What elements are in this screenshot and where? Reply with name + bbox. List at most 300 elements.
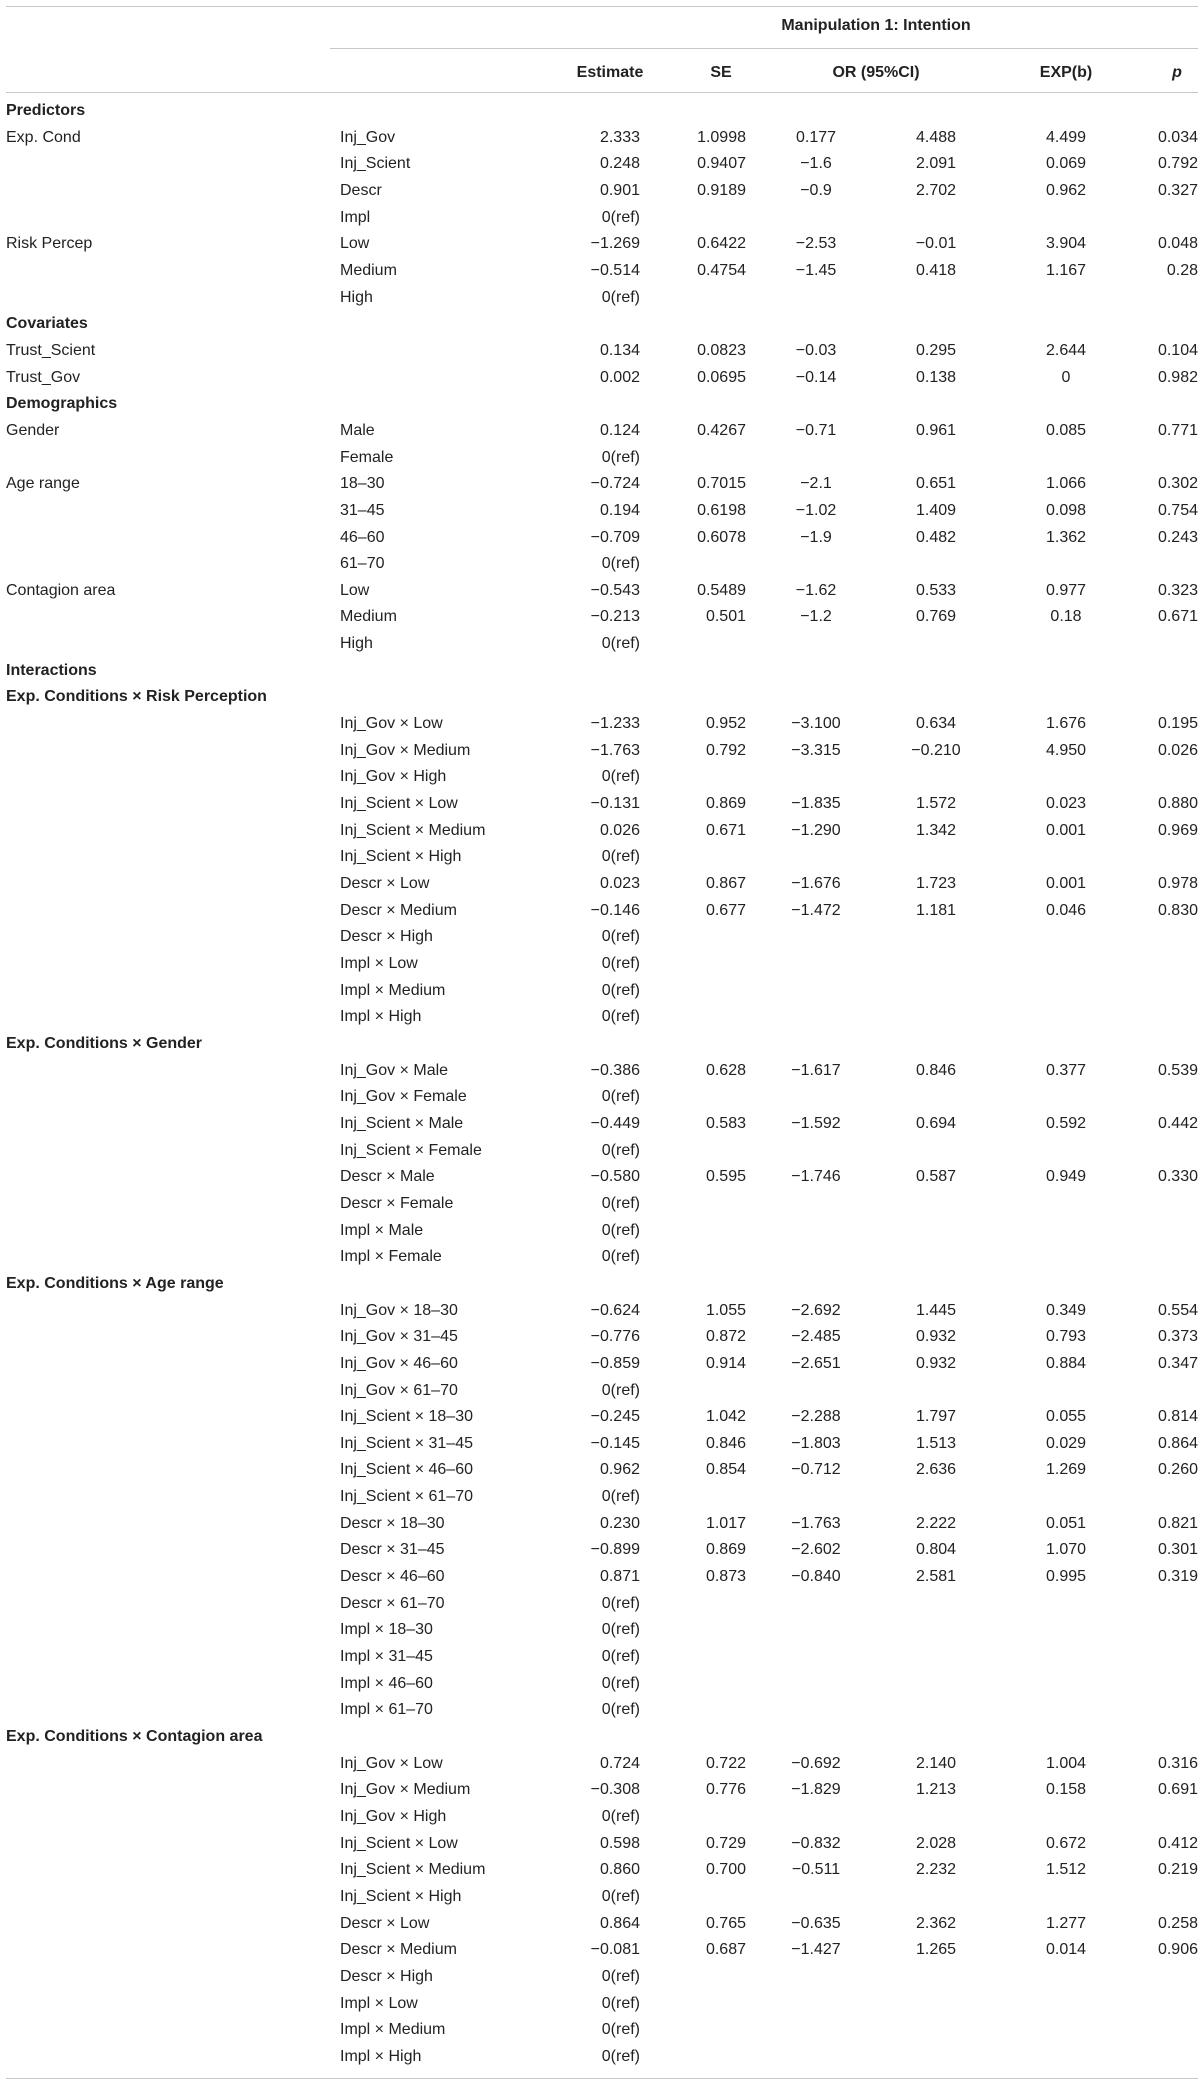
cell-expb: 0.069 xyxy=(1045,155,1087,173)
row-level: Descr × Low xyxy=(340,1914,430,1932)
row-level: Descr × 31–45 xyxy=(340,1541,445,1559)
row-level: Impl × High xyxy=(340,1008,422,1026)
row-label xyxy=(6,1351,326,1378)
cell-estimate: 0.194 xyxy=(599,501,640,519)
cell-expb: 0.085 xyxy=(1045,421,1087,439)
row-label xyxy=(6,631,326,658)
row-level: Low xyxy=(340,235,370,253)
spanner-rule xyxy=(330,48,1198,49)
cell-p xyxy=(1126,1244,1198,1271)
cell-estimate: 0.230 xyxy=(599,1514,640,1532)
cell-p: 0.316 xyxy=(1157,1754,1198,1772)
cell-estimate: 0.023 xyxy=(599,875,640,893)
cell-ci-upper: 1.181 xyxy=(915,901,957,919)
cell-ci-upper: 0.651 xyxy=(915,475,957,493)
table-row xyxy=(6,791,1198,818)
row-level: Low xyxy=(340,581,370,599)
row-label xyxy=(6,2044,326,2071)
cell-ci-upper xyxy=(896,1884,976,1911)
section-header-row xyxy=(6,391,1198,418)
cell-p: 0.978 xyxy=(1157,875,1198,893)
row-level: Descr × 61–70 xyxy=(340,1594,445,1612)
cell-se: 0.677 xyxy=(705,901,746,919)
row-level: Inj_Gov × High xyxy=(340,768,447,786)
table-row xyxy=(6,2044,1198,2071)
cell-se: 0.872 xyxy=(705,1328,746,1346)
row-label xyxy=(6,1831,326,1858)
cell-se xyxy=(666,2044,746,2071)
cell-ci-upper: 0.932 xyxy=(915,1328,957,1346)
cell-expb xyxy=(1016,951,1116,978)
row-label xyxy=(6,1457,326,1484)
cell-expb: 0.349 xyxy=(1045,1301,1087,1319)
cell-se xyxy=(666,2017,746,2044)
table-row xyxy=(6,551,1198,578)
cell-expb: 0.977 xyxy=(1045,581,1087,599)
cell-ci-upper: 2.636 xyxy=(915,1461,957,1479)
cell-se xyxy=(666,951,746,978)
cell-p: 0.195 xyxy=(1157,715,1198,733)
table-row xyxy=(6,951,1198,978)
cell-ci-lower: −1.02 xyxy=(795,501,837,519)
cell-expb: 0.055 xyxy=(1045,1408,1087,1426)
cell-estimate: −0.308 xyxy=(590,1781,640,1799)
cell-estimate: 0(ref) xyxy=(601,1141,640,1159)
cell-estimate: 0(ref) xyxy=(601,635,640,653)
cell-ci-lower xyxy=(776,951,856,978)
row-level: Impl × Female xyxy=(340,1248,442,1266)
cell-estimate: 0.002 xyxy=(599,368,640,386)
row-level: Inj_Gov × Medium xyxy=(340,741,471,759)
cell-ci-upper: 2.222 xyxy=(915,1514,957,1532)
row-label: Risk Percep xyxy=(6,235,93,253)
cell-p xyxy=(1126,1138,1198,1165)
cell-ci-lower xyxy=(776,1617,856,1644)
cell-ci-upper: 1.213 xyxy=(915,1781,957,1799)
cell-expb: 0.18 xyxy=(1050,608,1082,626)
row-level: Descr × High xyxy=(340,928,433,946)
cell-p xyxy=(1126,764,1198,791)
row-level: Inj_Scient × Medium xyxy=(340,821,486,839)
table-row xyxy=(6,1111,1198,1138)
cell-ci-lower: −0.832 xyxy=(791,1834,841,1852)
row-level: Female xyxy=(340,448,394,466)
cell-ci-lower: −0.635 xyxy=(791,1914,841,1932)
cell-se: 1.017 xyxy=(705,1514,746,1532)
cell-expb: 0.962 xyxy=(1045,181,1087,199)
cell-p: 0.327 xyxy=(1157,181,1198,199)
cell-expb xyxy=(1016,1991,1116,2018)
row-level xyxy=(340,338,540,365)
cell-se xyxy=(666,631,746,658)
row-label xyxy=(6,1004,326,1031)
cell-estimate: −0.145 xyxy=(590,1434,640,1452)
row-label xyxy=(6,1164,326,1191)
cell-expb xyxy=(1016,2017,1116,2044)
cell-ci-lower: −1.6 xyxy=(800,155,832,173)
cell-expb: 1.362 xyxy=(1045,528,1087,546)
cell-ci-lower xyxy=(776,844,856,871)
cell-ci-upper xyxy=(896,1378,976,1405)
cell-p: 0.260 xyxy=(1157,1461,1198,1479)
row-label: Age range xyxy=(6,475,80,493)
table-row xyxy=(6,738,1198,765)
cell-ci-upper: 0.932 xyxy=(915,1354,957,1372)
cell-ci-upper: 4.488 xyxy=(915,128,957,146)
cell-se xyxy=(666,1138,746,1165)
cell-ci-upper xyxy=(896,1244,976,1271)
cell-estimate: 0(ref) xyxy=(601,1808,640,1825)
cell-p: 0.28 xyxy=(1166,261,1198,279)
cell-ci-lower: −3.100 xyxy=(791,715,841,733)
cell-expb xyxy=(1016,978,1116,1005)
cell-p: 0.906 xyxy=(1157,1941,1198,1959)
table-row xyxy=(6,1298,1198,1325)
cell-expb: 0.995 xyxy=(1045,1568,1087,1586)
row-label xyxy=(6,711,326,738)
cell-p: 0.258 xyxy=(1157,1914,1198,1932)
row-level: Descr × 18–30 xyxy=(340,1514,445,1532)
cell-estimate: −0.213 xyxy=(590,608,640,626)
cell-ci-lower: 0.177 xyxy=(795,128,837,146)
cell-ci-upper: 2.091 xyxy=(915,155,957,173)
cell-expb: 1.269 xyxy=(1045,1461,1087,1479)
cell-ci-upper xyxy=(896,844,976,871)
cell-ci-upper xyxy=(896,1004,976,1031)
cell-se: 0.722 xyxy=(705,1754,746,1772)
cell-expb xyxy=(1016,1218,1116,1245)
cell-se xyxy=(666,1591,746,1618)
table-row xyxy=(6,498,1198,525)
row-level: Inj_Scient × 46–60 xyxy=(340,1461,473,1479)
row-label xyxy=(6,498,326,525)
cell-expb xyxy=(1016,764,1116,791)
row-label: Trust_Gov xyxy=(6,368,81,386)
cell-expb: 1.676 xyxy=(1045,715,1087,733)
cell-estimate: −0.543 xyxy=(590,581,640,599)
cell-ci-lower xyxy=(776,1591,856,1618)
cell-p: 0.671 xyxy=(1157,608,1198,626)
cell-p: 0.821 xyxy=(1157,1514,1198,1532)
cell-p xyxy=(1126,1884,1198,1911)
row-label xyxy=(6,285,326,312)
cell-se: 0.6198 xyxy=(697,501,746,519)
row-level: Descr × Medium xyxy=(340,1941,457,1959)
cell-se xyxy=(666,1484,746,1511)
cell-ci-lower: −1.763 xyxy=(791,1514,841,1532)
cell-ci-lower xyxy=(776,2017,856,2044)
row-label xyxy=(6,1324,326,1351)
table-row xyxy=(6,1777,1198,1804)
row-level: Inj_Scient × High xyxy=(340,848,462,866)
cell-se xyxy=(666,1244,746,1271)
row-level: Descr × Low xyxy=(340,875,430,893)
cell-se: 1.0998 xyxy=(697,128,746,146)
spanner-header: Manipulation 1: Intention xyxy=(781,17,971,34)
table-row xyxy=(6,1404,1198,1431)
cell-p: 0.982 xyxy=(1157,368,1198,386)
cell-ci-upper: 0.138 xyxy=(915,368,957,386)
table-row xyxy=(6,1191,1198,1218)
section-label: Exp. Conditions × Risk Perception xyxy=(6,688,267,706)
table-row xyxy=(6,1857,1198,1884)
table-row xyxy=(6,818,1198,845)
cell-estimate: 0(ref) xyxy=(601,555,640,573)
row-label xyxy=(6,1937,326,1964)
cell-ci-upper xyxy=(896,1218,976,1245)
cell-ci-upper xyxy=(896,1991,976,2018)
row-level: Inj_Scient xyxy=(340,155,411,173)
cell-expb: 1.070 xyxy=(1045,1541,1087,1559)
cell-p xyxy=(1126,1617,1198,1644)
cell-estimate: 0.962 xyxy=(599,1461,640,1479)
cell-p xyxy=(1126,1644,1198,1671)
section-header-row xyxy=(6,1271,1198,1298)
cell-p xyxy=(1126,1004,1198,1031)
table-row xyxy=(6,525,1198,552)
table-row xyxy=(6,285,1198,312)
cell-p xyxy=(1126,844,1198,871)
table-row xyxy=(6,205,1198,232)
cell-expb xyxy=(1016,445,1116,472)
row-label xyxy=(6,205,326,232)
cell-expb: 0.793 xyxy=(1045,1328,1087,1346)
cell-ci-lower: −1.617 xyxy=(791,1061,841,1079)
table-row xyxy=(6,338,1198,365)
cell-ci-upper: 0.482 xyxy=(915,528,957,546)
cell-ci-upper: 1.265 xyxy=(915,1941,957,1959)
table-row xyxy=(6,1911,1198,1938)
cell-expb: 0.029 xyxy=(1045,1434,1087,1452)
cell-p: 0.301 xyxy=(1157,1541,1198,1559)
row-label xyxy=(6,1378,326,1405)
cell-p: 0.771 xyxy=(1157,421,1198,439)
row-label xyxy=(6,871,326,898)
section-header-row xyxy=(6,684,1198,711)
table-row xyxy=(6,445,1198,472)
cell-se: 0.583 xyxy=(705,1114,746,1132)
row-label xyxy=(6,1484,326,1511)
cell-se xyxy=(666,1644,746,1671)
cell-expb xyxy=(1016,1004,1116,1031)
row-level xyxy=(340,365,540,392)
row-level: Impl × High xyxy=(340,2047,422,2065)
cell-ci-upper: 0.533 xyxy=(915,581,957,599)
cell-expb: 0.592 xyxy=(1045,1114,1087,1132)
cell-ci-upper xyxy=(896,1804,976,1831)
cell-se xyxy=(666,1617,746,1644)
table-row xyxy=(6,1484,1198,1511)
cell-expb: 2.644 xyxy=(1045,341,1087,359)
cell-estimate: 0.724 xyxy=(599,1754,640,1772)
cell-estimate: 0(ref) xyxy=(601,448,640,466)
row-label xyxy=(6,978,326,1005)
cell-expb: 0.046 xyxy=(1045,901,1087,919)
row-level: Inj_Scient × High xyxy=(340,1887,462,1905)
cell-ci-upper xyxy=(896,1964,976,1991)
row-level: Inj_Gov xyxy=(340,128,396,146)
cell-p: 0.412 xyxy=(1157,1834,1198,1852)
row-level: Impl × 18–30 xyxy=(340,1621,433,1639)
table-row xyxy=(6,1831,1198,1858)
row-label xyxy=(6,604,326,631)
cell-expb: 0 xyxy=(1061,368,1071,386)
cell-expb xyxy=(1016,1084,1116,1111)
cell-ci-lower: −2.651 xyxy=(791,1354,841,1372)
row-label xyxy=(6,1191,326,1218)
cell-ci-upper: 2.362 xyxy=(915,1914,957,1932)
cell-estimate: −0.776 xyxy=(590,1328,640,1346)
cell-ci-lower xyxy=(776,1244,856,1271)
cell-se xyxy=(666,1004,746,1031)
cell-expb xyxy=(1016,551,1116,578)
cell-p: 0.302 xyxy=(1157,475,1198,493)
cell-estimate: 0(ref) xyxy=(601,1701,640,1719)
cell-ci-lower xyxy=(776,978,856,1005)
cell-se xyxy=(666,1884,746,1911)
cell-p xyxy=(1126,1378,1198,1405)
cell-p xyxy=(1126,1804,1198,1831)
table-row xyxy=(6,924,1198,951)
row-level: Inj_Gov × Low xyxy=(340,1754,443,1772)
cell-ci-upper xyxy=(896,551,976,578)
table-row xyxy=(6,1218,1198,1245)
cell-ci-lower: −1.829 xyxy=(791,1781,841,1799)
cell-se xyxy=(666,551,746,578)
row-level: Inj_Scient × Low xyxy=(340,1834,458,1852)
cell-se xyxy=(666,1218,746,1245)
cell-p xyxy=(1126,1218,1198,1245)
table-row xyxy=(6,1244,1198,1271)
cell-expb: 1.277 xyxy=(1045,1914,1087,1932)
cell-se: 0.4267 xyxy=(697,421,746,439)
cell-se xyxy=(666,1697,746,1724)
cell-p xyxy=(1126,551,1198,578)
cell-se xyxy=(666,285,746,312)
table-row xyxy=(6,578,1198,605)
cell-ci-lower: −1.746 xyxy=(791,1168,841,1186)
cell-ci-upper xyxy=(896,978,976,1005)
cell-ci-upper: 0.846 xyxy=(915,1061,957,1079)
table-row xyxy=(6,631,1198,658)
row-level: Descr × Male xyxy=(340,1168,435,1186)
row-label xyxy=(6,1697,326,1724)
cell-estimate: −0.624 xyxy=(590,1301,640,1319)
cell-se: 0.873 xyxy=(705,1568,746,1586)
table-row xyxy=(6,1991,1198,2018)
cell-se xyxy=(666,1991,746,2018)
cell-estimate: 0(ref) xyxy=(601,288,640,306)
cell-expb xyxy=(1016,1964,1116,1991)
cell-expb: 0.884 xyxy=(1045,1354,1087,1372)
cell-ci-lower: −0.9 xyxy=(800,181,832,199)
cell-ci-upper: −0.01 xyxy=(915,235,957,253)
cell-p xyxy=(1126,285,1198,312)
table-top-rule xyxy=(6,6,1198,7)
row-label xyxy=(6,2017,326,2044)
cell-estimate: 0(ref) xyxy=(601,208,640,226)
section-header-row xyxy=(6,1724,1198,1751)
row-label xyxy=(6,1591,326,1618)
cell-ci-upper: 2.702 xyxy=(915,181,957,199)
cell-ci-lower: −1.45 xyxy=(795,261,837,279)
table-row xyxy=(6,1804,1198,1831)
header-expb: EXP(b) xyxy=(1039,64,1093,81)
cell-ci-upper xyxy=(896,1484,976,1511)
cell-estimate: −0.580 xyxy=(590,1168,640,1186)
section-header-row xyxy=(6,1031,1198,1058)
cell-p xyxy=(1126,2017,1198,2044)
cell-ci-upper xyxy=(896,285,976,312)
cell-ci-lower: −0.71 xyxy=(795,421,837,439)
row-label xyxy=(6,1111,326,1138)
row-label xyxy=(6,1537,326,1564)
cell-ci-lower: −1.472 xyxy=(791,901,841,919)
cell-expb: 0.014 xyxy=(1045,1941,1087,1959)
row-label xyxy=(6,924,326,951)
cell-estimate: 0(ref) xyxy=(601,2021,640,2039)
row-level: Impl × Low xyxy=(340,1994,418,2012)
cell-ci-lower: −1.9 xyxy=(800,528,832,546)
cell-se xyxy=(666,844,746,871)
cell-ci-upper xyxy=(896,1138,976,1165)
row-level: Inj_Gov × Medium xyxy=(340,1781,471,1799)
cell-estimate: 0(ref) xyxy=(601,1381,640,1399)
cell-p xyxy=(1126,205,1198,232)
cell-se: 0.9189 xyxy=(697,181,746,199)
cell-se xyxy=(666,1084,746,1111)
cell-ci-lower xyxy=(776,764,856,791)
section-header-row xyxy=(6,98,1198,125)
cell-ci-lower: −3.315 xyxy=(791,741,841,759)
row-level: Impl × Low xyxy=(340,955,418,972)
row-level: Male xyxy=(340,421,375,439)
row-level: Impl × 61–70 xyxy=(340,1701,433,1719)
cell-se: 0.776 xyxy=(705,1781,746,1799)
section-label: Exp. Conditions × Gender xyxy=(6,1034,203,1052)
cell-p xyxy=(1126,924,1198,951)
cell-ci-lower xyxy=(776,1671,856,1698)
cell-se: 0.671 xyxy=(705,821,746,839)
cell-p: 0.814 xyxy=(1157,1408,1198,1426)
cell-estimate: 0(ref) xyxy=(601,1594,640,1612)
table-row xyxy=(6,1617,1198,1644)
table-row xyxy=(6,365,1198,392)
cell-se: 0.9407 xyxy=(697,155,746,173)
row-label xyxy=(6,1964,326,1991)
table-row xyxy=(6,1004,1198,1031)
cell-se: 0.914 xyxy=(705,1354,746,1372)
row-level: Inj_Scient × 31–45 xyxy=(340,1434,473,1452)
cell-ci-lower: −2.53 xyxy=(795,235,837,253)
cell-expb xyxy=(1016,1191,1116,1218)
cell-ci-lower: −0.511 xyxy=(791,1861,841,1879)
cell-p xyxy=(1126,445,1198,472)
cell-p: 0.323 xyxy=(1157,581,1198,599)
cell-ci-upper: 1.723 xyxy=(915,875,957,893)
cell-p: 0.554 xyxy=(1157,1301,1198,1319)
table-row xyxy=(6,1751,1198,1778)
row-level: 61–70 xyxy=(340,555,385,573)
cell-ci-upper xyxy=(896,2017,976,2044)
section-label: Demographics xyxy=(6,395,118,413)
cell-ci-lower xyxy=(776,924,856,951)
cell-se: 0.595 xyxy=(705,1168,746,1186)
cell-expb xyxy=(1016,844,1116,871)
row-label xyxy=(6,1431,326,1458)
row-level: Inj_Scient × Low xyxy=(340,795,458,813)
cell-ci-lower xyxy=(776,1004,856,1031)
